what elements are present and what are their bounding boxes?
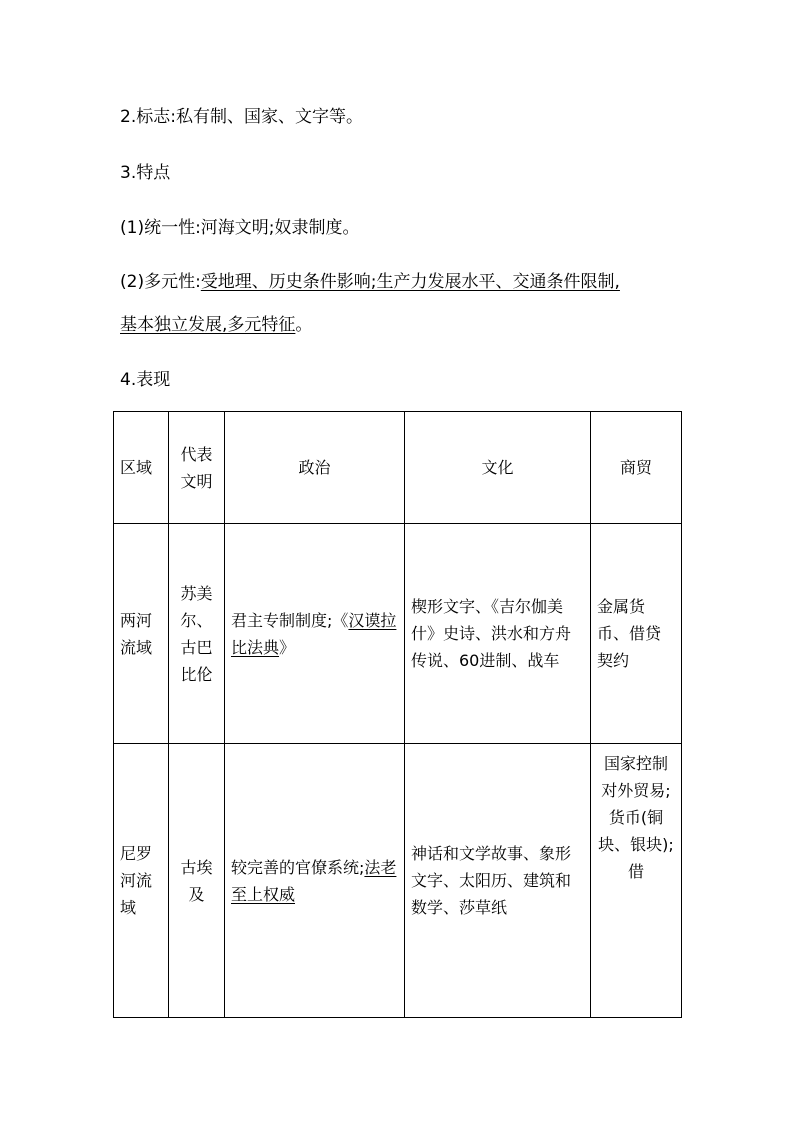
row-culture: 楔形文字、《吉尔伽美什》史诗、洪水和方舟传说、60进制、战车: [405, 524, 591, 744]
header-civilization: 代表文明: [169, 412, 225, 524]
table-row: [114, 524, 682, 744]
politics-underlined: 汉谟拉比法典: [231, 610, 397, 657]
row-culture: 神话和文学故事、象形文字、太阳历、建筑和数学、莎草纸: [405, 744, 591, 1018]
politics-text: 君主专制制度;《: [231, 610, 349, 630]
row-politics: [225, 524, 405, 744]
politics-text: 较完善的官僚系统;: [231, 857, 365, 877]
paragraph-unity: (1)统一性:河海文明;奴隶制度。: [120, 218, 360, 238]
header-culture: 文化: [405, 412, 591, 524]
header-trade: 商贸: [591, 412, 682, 524]
diversity-reason: 受地理、历史条件影响;生产力发展水平、交通条件限制,: [200, 272, 620, 292]
row-civilization: 苏美尔、古巴比伦: [169, 524, 225, 744]
paragraph-marks: 2.标志:私有制、国家、文字等。: [120, 107, 363, 127]
row-trade: 国家控制对外贸易;货币(铜块、银块);借: [591, 744, 682, 1018]
header-politics: 政治: [225, 412, 405, 524]
row-region: 尼罗河流域: [114, 744, 169, 1018]
politics-suffix: 》: [279, 637, 296, 657]
diversity-label: (2)多元性:: [120, 272, 201, 292]
header-region: 区域: [114, 412, 169, 524]
table-row: [114, 744, 682, 1018]
table-header-row: [114, 412, 682, 524]
paragraph-manifestation-heading: 4.表现: [120, 370, 171, 390]
row-civilization: 古埃及: [169, 744, 225, 1018]
diversity-period: 。: [295, 315, 313, 335]
paragraph-features-heading: 3.特点: [120, 163, 171, 183]
paragraph-diversity: [120, 274, 620, 291]
paragraph-diversity-cont: [120, 317, 312, 334]
politics-underlined: 法老至上权威: [231, 857, 397, 904]
row-trade: 金属货币、借贷契约: [591, 524, 682, 744]
row-politics: [225, 744, 405, 1018]
civilization-table: [113, 411, 682, 1018]
diversity-conclusion: 基本独立发展,多元特征: [120, 315, 296, 335]
row-region: 两河流域: [114, 524, 169, 744]
